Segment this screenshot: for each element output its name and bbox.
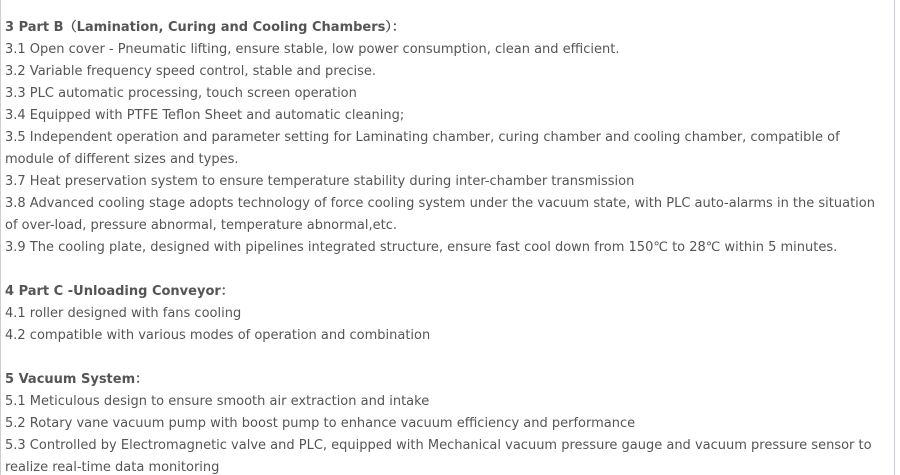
spec-line: 3.2 Variable frequency speed control, stable and precise. (5, 64, 377, 79)
spec-line: 3.3 PLC automatic processing, touch screen operation (5, 86, 357, 101)
spec-line: 3.7 Heat preservation system to ensure temperature stability during inter-chamber transmission (5, 174, 635, 189)
section-heading: 4 Part C -Unloading Conveyor： (5, 284, 234, 299)
spec-line: 3.1 Open cover - Pneumatic lifting, ensure stable, low power consumption, clean and efficient. (5, 42, 620, 57)
section-part-c (5, 281, 891, 347)
spec-line: 4.1 roller designed with fans cooling (5, 306, 242, 321)
spec-line: 5.3 Controlled by Electromagnetic valve and PLC, equipped with Mechanical vacuum pressure gauge and vacuum pressure sensor to realize real-time data monitoring (5, 438, 872, 475)
spec-text (5, 17, 891, 475)
section-part-b (5, 17, 891, 259)
section-heading: 3 Part B（Lamination, Curing and Cooling Chambers）： (5, 20, 405, 35)
spec-line: 4.2 compatible with various modes of operation and combination (5, 328, 431, 343)
spec-line: 5.1 Meticulous design to ensure smooth air extraction and intake (5, 394, 430, 409)
section-vacuum-system (5, 369, 891, 475)
spec-line: 3.5 Independent operation and parameter setting for Laminating chamber, curing chamber and cooling chamber, compatible of module of different sizes and types. (5, 130, 840, 167)
spec-line: 3.8 Advanced cooling stage adopts technology of force cooling system under the vacuum state, with PLC auto-alarms in the situation of over-load, pressure abnormal, temperature abnormal,etc. (5, 196, 875, 233)
spec-line: 3.4 Equipped with PTFE Teflon Sheet and automatic cleaning; (5, 108, 405, 123)
spec-line: 5.2 Rotary vane vacuum pump with boost pump to enhance vacuum efficiency and performance (5, 416, 636, 431)
spec-line: 3.9 The cooling plate, designed with pipelines integrated structure, ensure fast cool down from 150℃ to 28℃ within 5 minutes. (5, 240, 838, 255)
section-heading: 5 Vacuum System： (5, 372, 149, 387)
